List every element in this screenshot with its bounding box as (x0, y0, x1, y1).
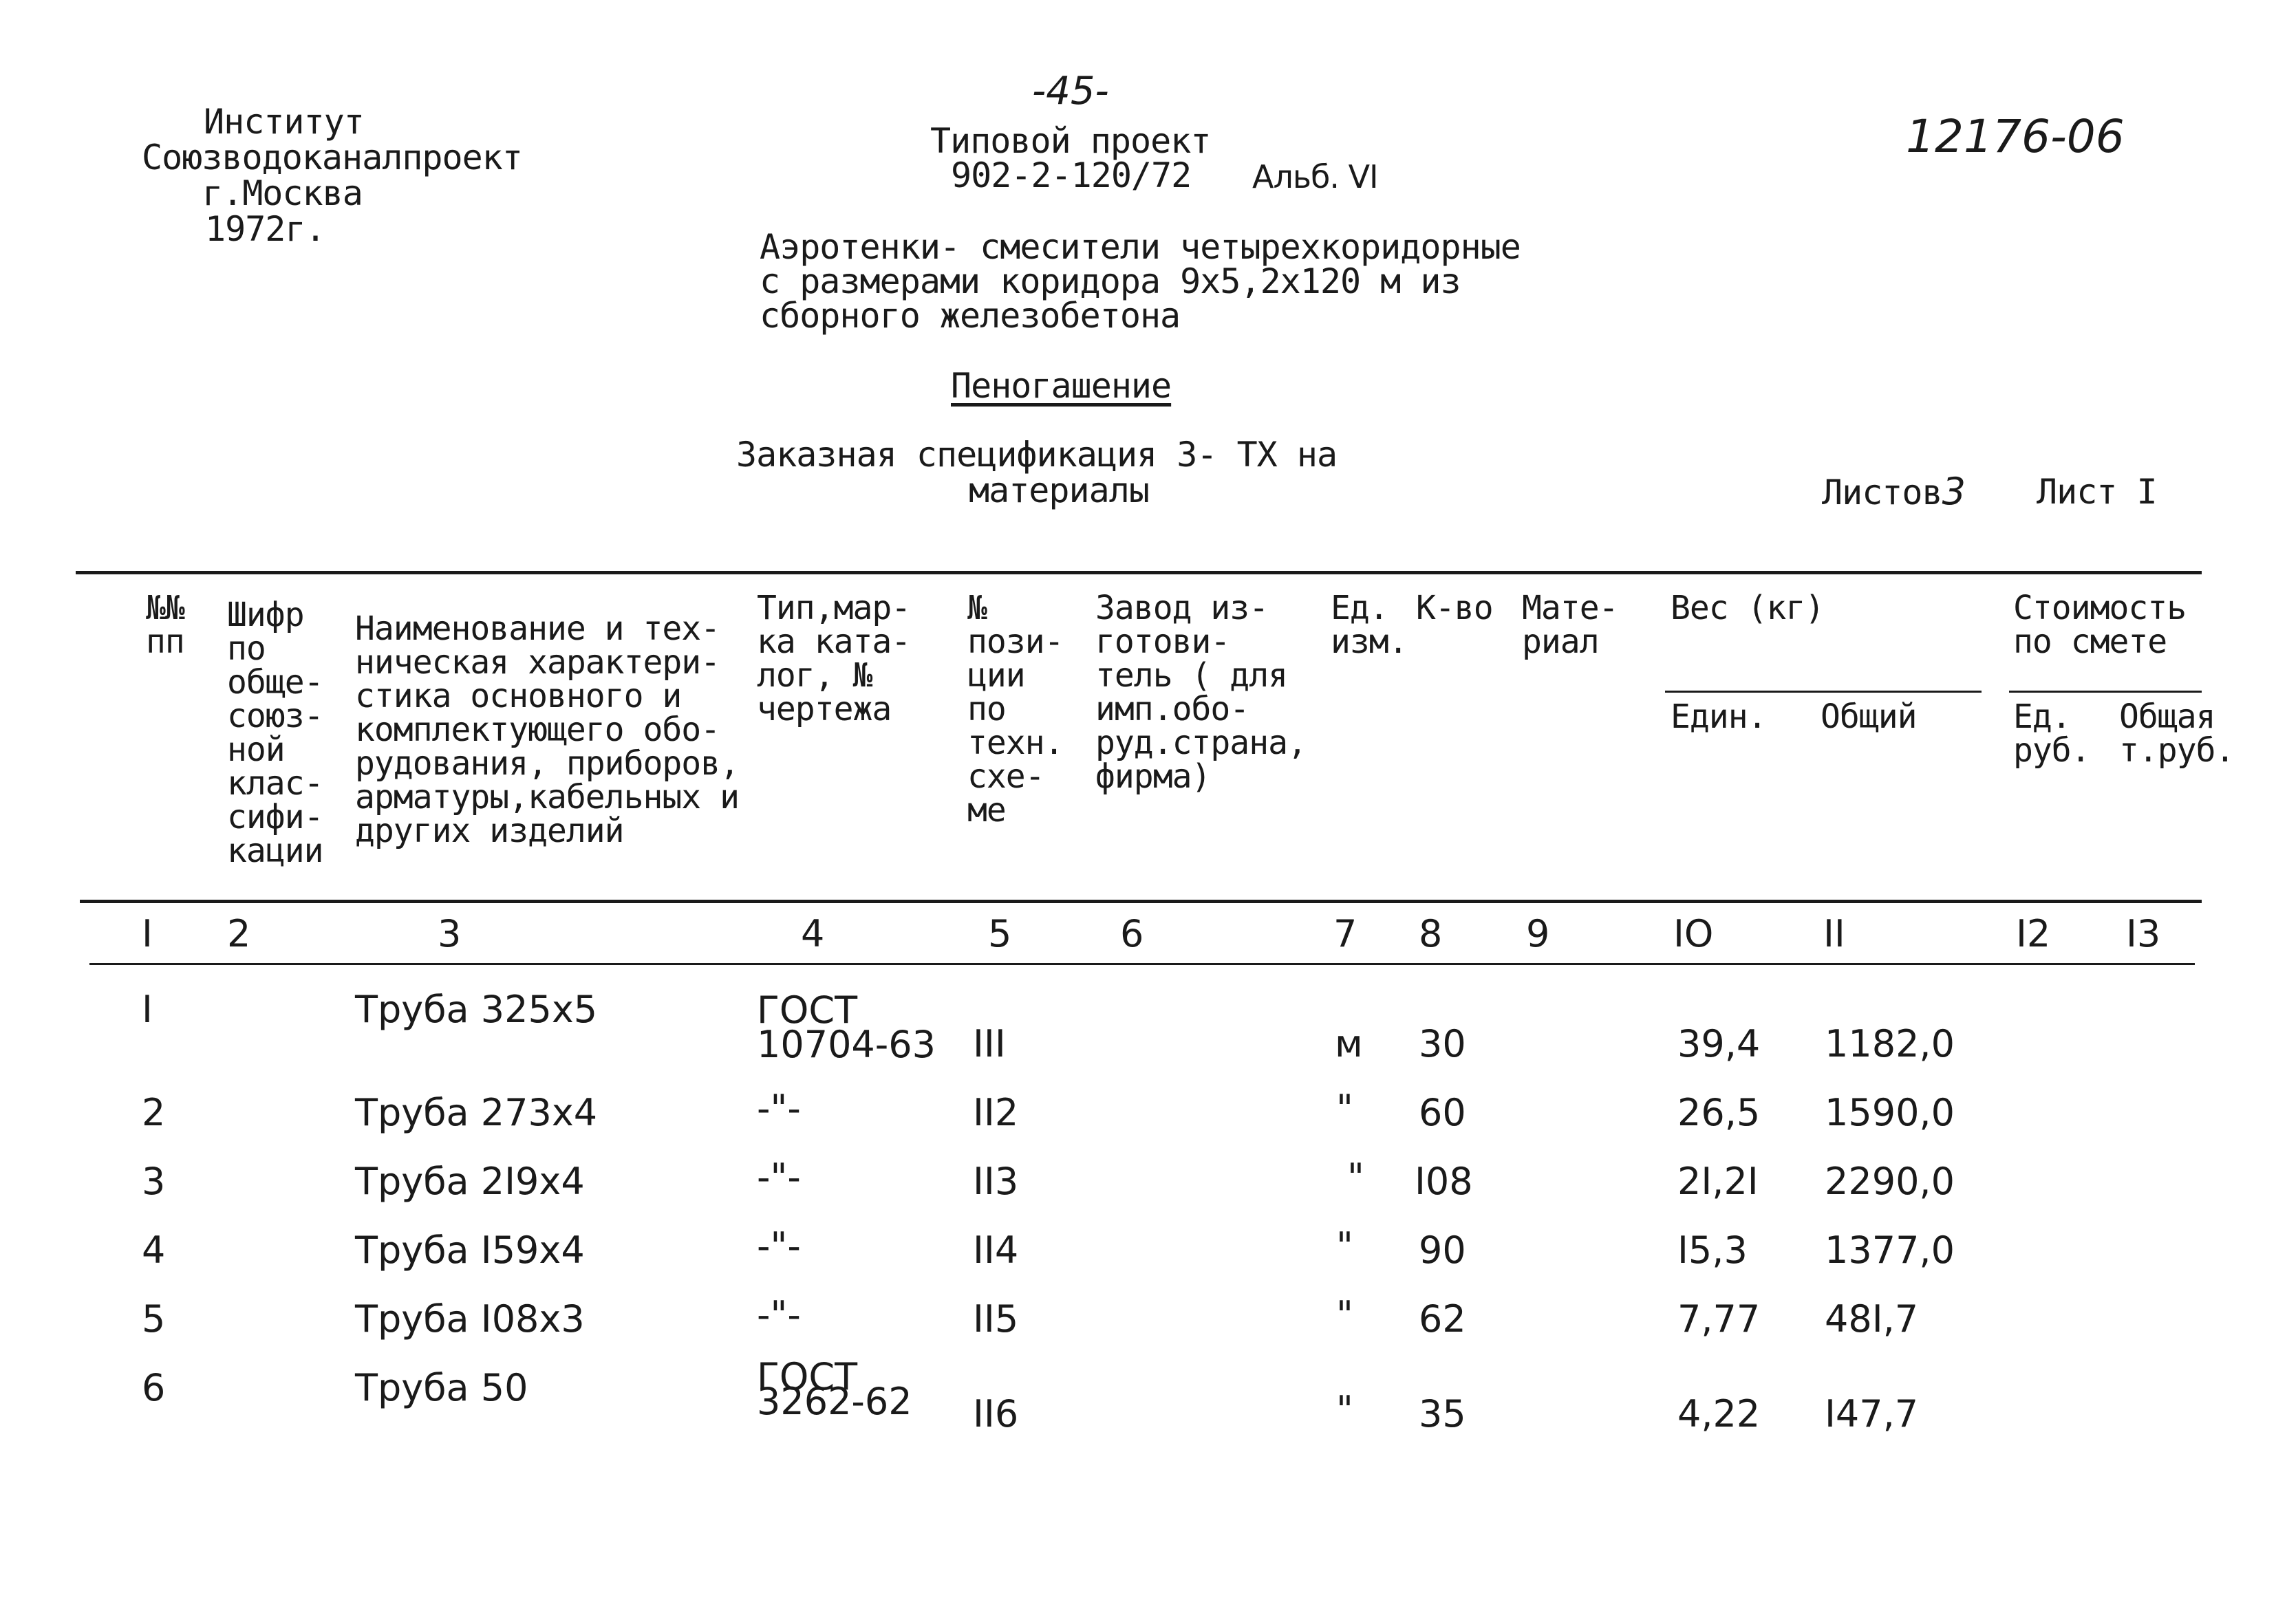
item-position: II4 (973, 1228, 1019, 1272)
item-name: Труба 273х4 (355, 1091, 598, 1134)
row-number: I (142, 988, 153, 1031)
table-top-rule (76, 571, 2202, 574)
sheets-total (1822, 470, 1965, 513)
institute-name: Союзводоканалпроект (142, 138, 522, 177)
header-cost: Стоимость по смете (2013, 589, 2187, 661)
item-total-weight: 48I,7 (1825, 1297, 1919, 1341)
header-unit: Ед. изм. (1331, 589, 1408, 661)
item-position: II6 (973, 1392, 1019, 1436)
header-weight: Вес (кг) (1671, 589, 1825, 627)
header-cost-total: Общая т.руб. (2119, 697, 2235, 770)
item-catalog: -"- (757, 1156, 801, 1199)
column-number: 2 (227, 912, 251, 955)
column-number: IO (1673, 912, 1714, 955)
header-quantity: К-во (1416, 589, 1493, 627)
item-unit: " (1336, 1224, 1353, 1268)
header-classification-code: Шифр по обще- союз- ной клас- сифи- кации (227, 596, 323, 870)
institute-city: г.Москва (202, 173, 363, 213)
item-catalog: ГОСТ 10704-63 (757, 988, 936, 1066)
item-catalog: -"- (757, 1293, 801, 1336)
row-number: 5 (142, 1297, 166, 1341)
item-unit-weight: 39,4 (1677, 1022, 1761, 1065)
page-number: -45- (1032, 69, 1109, 113)
item-position: II3 (973, 1160, 1019, 1203)
header-cost-unit: Ед. руб. (2013, 697, 2090, 770)
sheet-number: Лист I (2037, 472, 2157, 512)
item-position: II5 (973, 1297, 1019, 1341)
item-total-weight: I47,7 (1825, 1392, 1919, 1436)
institute-line-1: Институт (204, 102, 364, 142)
row-number: 6 (142, 1366, 166, 1409)
item-quantity: 90 (1419, 1228, 1466, 1272)
item-total-weight: 1377,0 (1825, 1228, 1955, 1272)
album-number: Альб. VI (1252, 158, 1378, 195)
column-numbers-rule (89, 963, 2195, 965)
project-type: Типовой проект (930, 121, 1211, 161)
sheets-total-label: Листов (1822, 473, 1942, 512)
column-number: I2 (2016, 912, 2051, 955)
item-unit: " (1336, 1293, 1353, 1336)
cost-subheader-rule (2009, 691, 2202, 693)
header-weight-total: Общий (1821, 697, 1917, 736)
item-total-weight: 2290,0 (1825, 1160, 1955, 1203)
item-unit: " (1336, 1087, 1353, 1130)
column-number: 7 (1333, 912, 1357, 955)
item-unit: " (1347, 1156, 1364, 1199)
description-line-3: сборного железобетона (760, 296, 1181, 336)
item-catalog: ГОСТ 3262-62 (757, 1355, 912, 1423)
column-number: 6 (1120, 912, 1144, 955)
header-catalog-type: Тип,мар- ка ката- лог, № чертежа (757, 589, 911, 728)
header-weight-unit: Един. (1671, 697, 1767, 736)
item-name: Труба I59х4 (355, 1228, 585, 1272)
description-line-1: Аэротенки- смесители четырехкоридорные (760, 227, 1521, 267)
header-item-name: Наименование и тех- ническая характери- стика основного и комплектующего обо- рудования, приборов, арматуры,кабельных и других изделий (355, 609, 739, 850)
item-total-weight: 1590,0 (1825, 1091, 1955, 1134)
item-unit-weight: 2I,2I (1677, 1160, 1759, 1203)
spec-title-line-2: материалы (969, 470, 1149, 510)
column-number: 3 (438, 912, 462, 955)
column-number: I3 (2126, 912, 2161, 955)
sheets-total-value: 3 (1942, 470, 1965, 513)
item-quantity: 60 (1419, 1091, 1466, 1134)
item-quantity: 62 (1419, 1297, 1466, 1341)
section-title: Пеногашение (951, 366, 1172, 406)
item-name: Труба 2I9х4 (355, 1160, 585, 1203)
header-material: Мате- риал (1522, 589, 1618, 661)
column-number: I (142, 912, 153, 955)
item-unit-weight: 4,22 (1677, 1392, 1761, 1436)
header-row-number: №№ пп (146, 589, 184, 661)
item-position: III (973, 1022, 1006, 1065)
column-number: 9 (1526, 912, 1550, 955)
item-unit-weight: 7,77 (1677, 1297, 1761, 1341)
row-number: 4 (142, 1228, 166, 1272)
item-catalog: -"- (757, 1087, 801, 1130)
row-number: 2 (142, 1091, 166, 1134)
item-total-weight: 1182,0 (1825, 1022, 1955, 1065)
description-line-2: с размерами коридора 9х5,2х120 м из (760, 261, 1461, 301)
item-name: Труба 325х5 (355, 988, 598, 1031)
item-quantity: 35 (1419, 1392, 1466, 1436)
item-catalog: -"- (757, 1224, 801, 1268)
header-manufacturer: Завод из- готови- тель ( для имп.обо- руд.страна, фирма) (1095, 589, 1307, 796)
column-number: 5 (988, 912, 1012, 955)
item-unit: м (1335, 1022, 1363, 1065)
item-unit-weight: I5,3 (1677, 1228, 1748, 1272)
table-header-bottom-rule (80, 900, 2202, 903)
row-number: 3 (142, 1160, 166, 1203)
item-unit: " (1336, 1388, 1353, 1431)
header-position: № пози- ции по техн. схе- ме (967, 589, 1064, 830)
item-name: Труба I08х3 (355, 1297, 585, 1341)
column-number: 4 (801, 912, 825, 955)
spec-title-line-1: Заказная спецификация 3- ТХ на (736, 435, 1338, 475)
item-quantity: 30 (1419, 1022, 1466, 1065)
column-number: 8 (1419, 912, 1443, 955)
weight-subheader-rule (1665, 691, 1982, 693)
item-quantity: I08 (1415, 1160, 1473, 1203)
archive-number: 12176-06 (1906, 110, 2125, 163)
item-name: Труба 50 (355, 1366, 528, 1409)
item-unit-weight: 26,5 (1677, 1091, 1761, 1134)
column-number: II (1823, 912, 1845, 955)
item-position: II2 (973, 1091, 1019, 1134)
institute-year: 1972г. (205, 209, 325, 249)
project-code: 902-2-120/72 (951, 155, 1192, 195)
